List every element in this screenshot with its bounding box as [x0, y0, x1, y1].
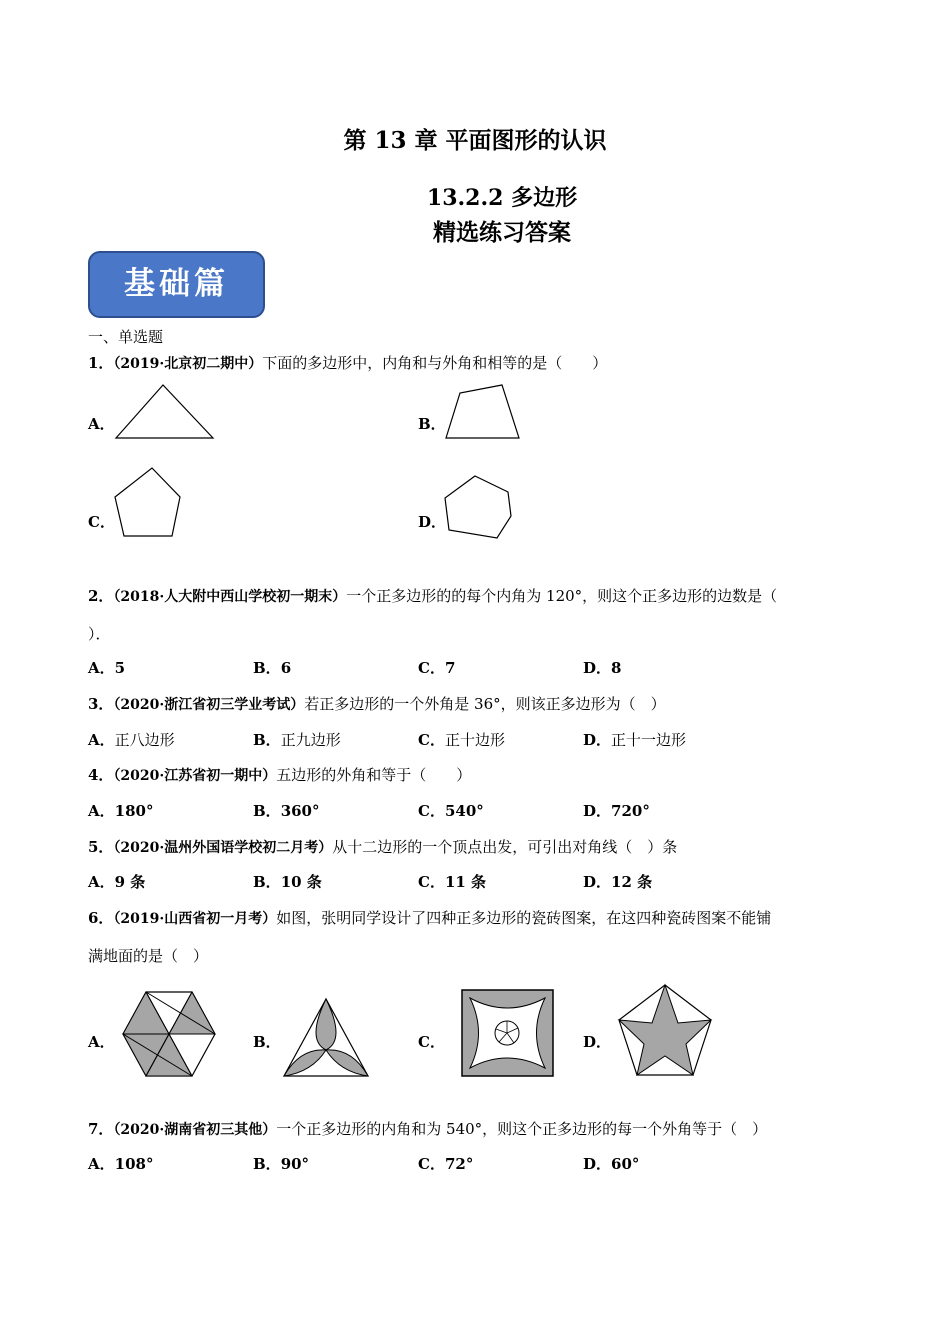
pentagon-star-figure — [619, 985, 711, 1075]
q6-option-b[interactable]: B． — [253, 1033, 281, 1051]
triangle-tile-figure — [284, 999, 368, 1076]
q3-option-b[interactable]: B．正九边形 — [253, 731, 341, 749]
q2-option-a[interactable]: A．5 — [88, 659, 126, 677]
q7-option-c[interactable]: C．72° — [418, 1155, 474, 1173]
q1-option-d[interactable]: D． — [418, 513, 447, 531]
q5-option-d[interactable]: D．12 条 — [583, 873, 653, 891]
q1-option-c[interactable]: C． — [88, 513, 115, 531]
question-2-cont: ）． — [88, 625, 111, 643]
q6-option-d[interactable]: D． — [583, 1033, 612, 1051]
q7-option-d[interactable]: D．60° — [583, 1155, 640, 1173]
question-4: 4．（2020·江苏省初一期中）五边形的外角和等于（ ） — [88, 766, 472, 784]
question-5: 5．（2020·温州外国语学校初二月考）从十二边形的一个顶点出发，可引出对角线（ ）条 — [88, 838, 678, 856]
level-badge: 基础篇 — [88, 251, 265, 318]
part-label: 一、单选题 — [88, 328, 164, 346]
q3-option-c[interactable]: C．正十边形 — [418, 731, 505, 749]
question-3: 3．（2020·浙江省初三学业考试）若正多边形的一个外角是 36°，则该正多边形为（ ） — [88, 695, 666, 713]
q5-option-b[interactable]: B．10 条 — [253, 873, 322, 891]
chapter-title: 第 13 章 平面图形的认识 — [343, 127, 607, 154]
hexagon-tile-figure — [123, 992, 215, 1076]
section-title: 13.2.2 多边形 — [426, 185, 578, 211]
q1-option-a[interactable]: A． — [88, 415, 115, 433]
q2-option-c[interactable]: C．7 — [418, 659, 456, 677]
question-7: 7．（2020·湖南省初三其他）一个正多边形的内角和为 540°，则这个正多边形的每一个外角等于（ ） — [88, 1120, 768, 1138]
q7-option-a[interactable]: A．108° — [88, 1155, 154, 1173]
q4-option-d[interactable]: D．720° — [583, 802, 650, 820]
q7-option-b[interactable]: B．90° — [253, 1155, 310, 1173]
question-6-cont: 满地面的是（ ） — [88, 947, 209, 965]
question-6: 6．（2019·山西省初一月考）如图，张明同学设计了四种正多边形的瓷砖图案，在这四种瓷砖图案不能铺 — [88, 909, 772, 927]
q4-option-a[interactable]: A．180° — [88, 802, 154, 820]
q1-option-b[interactable]: B． — [418, 415, 446, 433]
q5-option-a[interactable]: A．9 条 — [88, 873, 146, 891]
q3-option-a[interactable]: A．正八边形 — [88, 731, 175, 749]
q4-option-c[interactable]: C．540° — [418, 802, 484, 820]
question-2: 2．（2018·人大附中西山学校初一期末）一个正多边形的的每个内角为 120°，则这个正多边形的边数是（ — [88, 587, 778, 605]
subtitle: 精选练习答案 — [433, 219, 571, 246]
q3-option-d[interactable]: D．正十一边形 — [583, 731, 687, 749]
q6-option-c[interactable]: C． — [418, 1033, 445, 1051]
q5-option-c[interactable]: C．11 条 — [418, 873, 487, 891]
q2-option-d[interactable]: D．8 — [583, 659, 622, 677]
square-tile-figure — [462, 990, 553, 1076]
question-1: 1．（2019·北京初二期中）下面的多边形中，内角和与外角和相等的是（ ） — [88, 354, 608, 372]
q6-option-a[interactable]: A． — [88, 1033, 115, 1051]
q4-option-b[interactable]: B．360° — [253, 802, 320, 820]
q2-option-b[interactable]: B．6 — [253, 659, 292, 677]
